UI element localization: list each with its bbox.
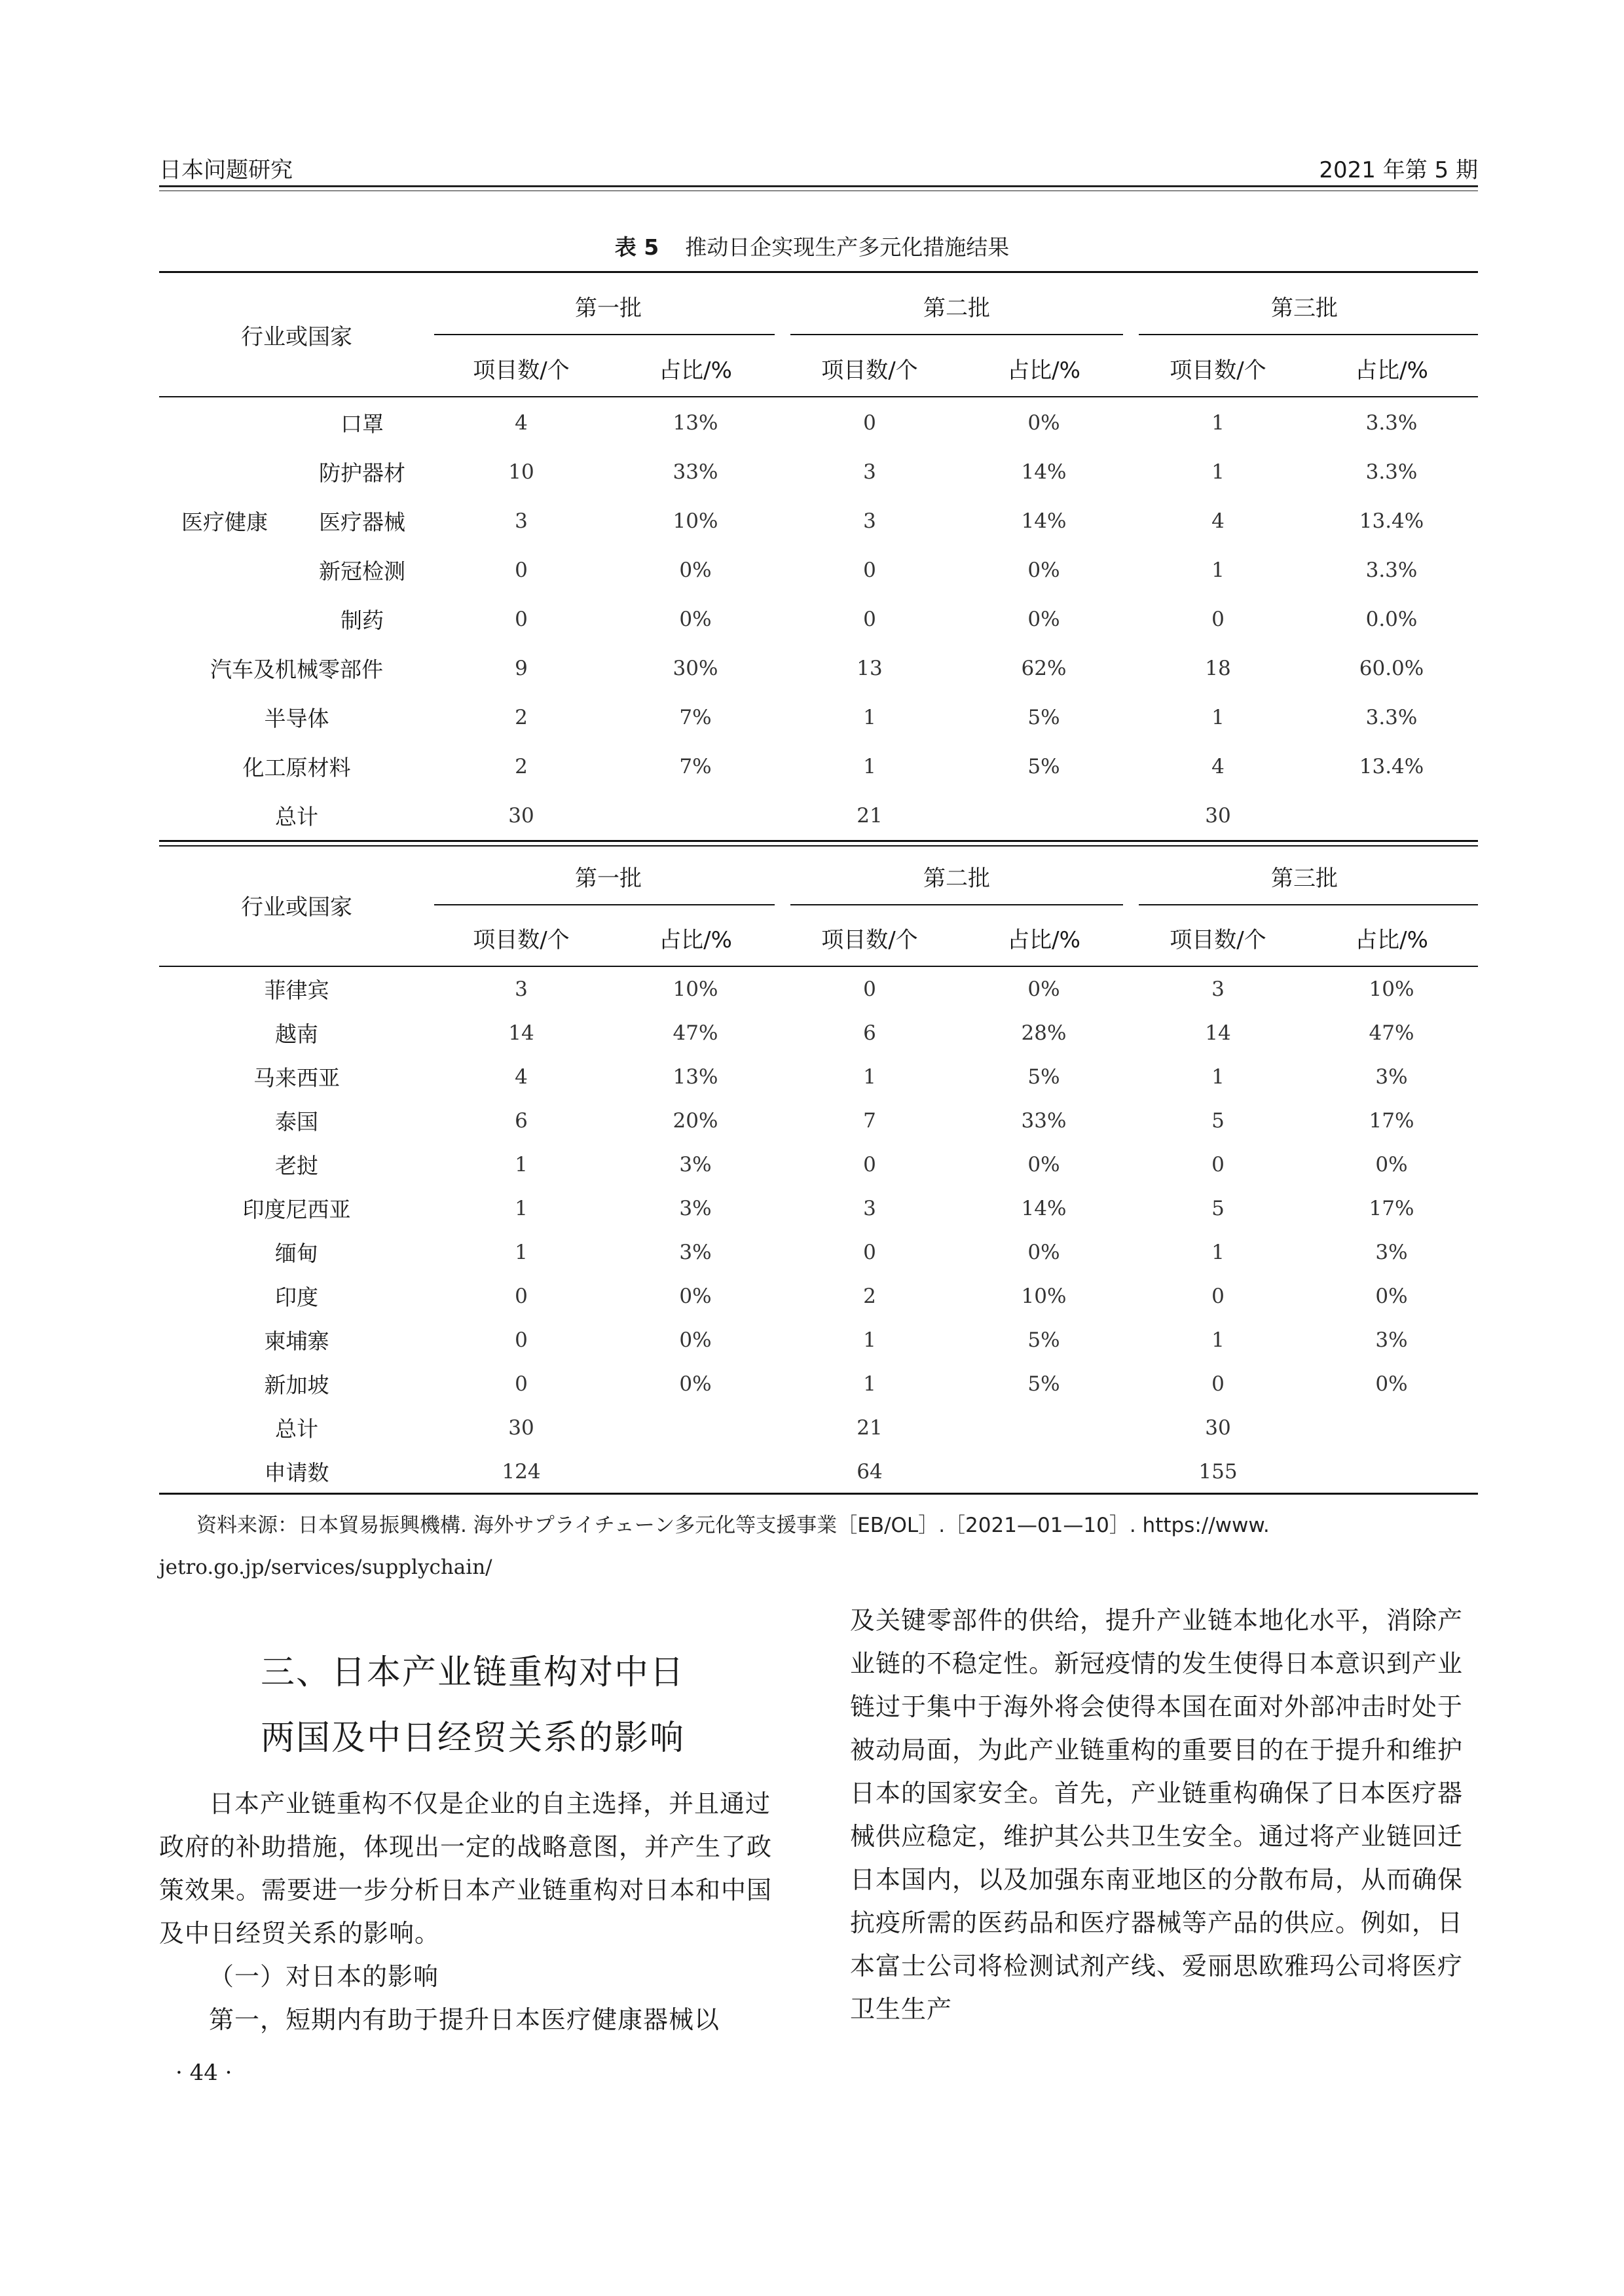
batch-2-rule [790,334,1123,335]
cell: 1 [863,1372,876,1396]
header-rule [159,185,1478,187]
section-title-line-2: 两国及中日经贸关系的影响 [260,1719,685,1758]
cell [1305,1449,1478,1493]
cell: 0% [1027,1240,1060,1264]
cell: 10 [508,460,534,484]
cell: 13.4% [1359,754,1424,778]
row-label: 总计 [275,1416,318,1442]
batch-3-header-2: 第三批 [1271,866,1338,892]
row-label: 泰国 [275,1109,318,1135]
table-row [159,1406,1478,1449]
row-label: 缅甸 [275,1241,318,1266]
cell: 0% [1027,558,1060,582]
row-label: 防护器材 [319,460,405,486]
table-row [159,398,1478,447]
cell: 7 [863,1108,876,1133]
subcol-count-3b: 项目数/个 [1170,927,1266,953]
cell: 13% [673,1065,718,1089]
cell [1305,1406,1478,1449]
cell: 1 [863,754,876,778]
cell: 7% [679,705,712,729]
cell: 3% [1375,1065,1408,1089]
cell: 30% [673,656,718,680]
cell: 0% [1027,977,1060,1001]
cell: 0 [1211,1152,1225,1176]
subcol-count-1b: 项目数/个 [473,927,570,953]
cell: 0% [679,1372,712,1396]
table-row [159,693,1478,742]
cell: 6 [515,1108,528,1133]
cell: 5% [1027,1328,1060,1352]
cell: 5 [1211,1196,1225,1220]
cell: 30 [508,1415,534,1440]
cell: 1 [1211,1328,1225,1352]
cell: 1 [863,1065,876,1089]
cell: 0% [1027,410,1060,435]
col-group-label: 行业或国家 [241,324,352,350]
cell: 5% [1027,754,1060,778]
cell: 4 [515,1065,528,1089]
cell: 47% [1369,1021,1414,1045]
cell: 17% [1369,1196,1414,1220]
row-label: 申请数 [264,1460,329,1485]
cell: 3 [863,509,876,533]
subcol-share-3b: 占比/% [1355,927,1428,953]
cell: 18 [1205,656,1231,680]
cell: 0% [1027,1152,1060,1176]
cell: 0 [863,607,876,631]
subsection-heading: （一）对日本的影响 [209,1962,439,1991]
row-label: 老挝 [275,1153,318,1178]
table-row [159,594,1478,644]
cell: 0 [863,558,876,582]
cell: 3.3% [1365,460,1418,484]
cell: 3% [679,1152,712,1176]
cell: 0% [1375,1284,1408,1308]
cell: 13 [857,656,883,680]
batch-2-header: 第二批 [923,295,990,321]
header-bottom-rule [159,396,1478,397]
table-row [159,545,1478,594]
batch-3-rule [1139,334,1478,335]
section-title-line-1: 三、日本产业链重构对中日 [260,1653,685,1692]
cell: 1 [1211,558,1225,582]
cell: 33% [1021,1108,1067,1133]
cell: 20% [673,1108,718,1133]
cell: 0.0% [1365,607,1418,631]
subcol-share-1b: 占比/% [659,927,732,953]
subcol-count-2b: 项目数/个 [821,927,918,953]
cell: 33% [673,460,718,484]
batch-2-header-2: 第二批 [923,866,990,892]
cell: 124 [502,1459,541,1484]
row-label: 越南 [275,1021,318,1047]
cell: 0 [515,1328,528,1352]
cell: 5% [1027,705,1060,729]
cell: 0% [679,607,712,631]
cell [608,1449,783,1493]
right-paragraph: 及关键零部件的供给，提升产业链本地化水平，消除产业链的不稳定性。新冠疫情的发生使得日本意识到产业链过于集中于海外将会使得本国在面对外部冲击时处于被动局面，为此产业链重构的重要目的在于提升和维护日本的国家安全。首先，产业链重构确保了日本医疗器械供应稳定，维护其公共卫生安全。通过将产业链回迁日本国内，以及加强东南亚地区的分散布局，从而确保抗疫所需的医药品和医疗器械等产品的供应。例如，日本富士公司将检测试剂产线、爱丽思欧雅玛公司将医疗卫生生产 [850,1606,1464,2024]
cell: 0 [515,558,528,582]
cell: 2 [515,705,528,729]
row-label: 口罩 [341,411,384,437]
row-label: 柬埔寨 [264,1328,329,1354]
cell: 1 [863,1328,876,1352]
cell: 4 [1211,509,1225,533]
issue-label: 2021 年第 5 期 [1319,157,1478,183]
batch-1-rule-2 [434,904,775,905]
row-label: 制药 [341,608,384,633]
cell: 14% [1021,509,1067,533]
cell: 10% [1369,977,1414,1001]
cell: 0 [515,1372,528,1396]
cell: 28% [1021,1021,1067,1045]
cell [1305,791,1478,840]
cell: 0 [515,1284,528,1308]
batch-1-rule [434,334,775,335]
cell: 3.3% [1365,705,1418,729]
cell [957,791,1131,840]
left-column [159,1782,786,2041]
group-label-medical: 医疗健康 [181,509,268,535]
row-label: 化工原材料 [242,755,351,780]
left-paragraph-1: 日本产业链重构不仅是企业的自主选择，并且通过政府的补助措施，体现出一定的战略意图，并产生了政策效果。需要进一步分析日本产业链重构对日本和中国及中日经贸关系的影响。 [159,1789,773,1948]
cell: 10% [673,977,718,1001]
cell: 0 [863,410,876,435]
cell: 62% [1021,656,1067,680]
subcol-count-1: 项目数/个 [473,357,570,384]
cell: 3% [679,1196,712,1220]
table-row [159,496,1478,545]
left-paragraph-2: 第一，短期内有助于提升日本医疗健康器械以 [209,2005,720,2034]
table-row [159,1055,1478,1099]
cell: 3% [679,1240,712,1264]
cell: 1 [1211,705,1225,729]
cell [957,1449,1131,1493]
row-label: 菲律宾 [264,977,329,1003]
table-row [159,1142,1478,1186]
cell: 1 [515,1196,528,1220]
cell: 0% [679,558,712,582]
subcol-count-3: 项目数/个 [1170,357,1266,384]
row-label: 马来西亚 [253,1065,340,1091]
cell: 13.4% [1359,509,1424,533]
cell: 3.3% [1365,558,1418,582]
table-row [159,967,1478,1011]
table-row [159,1186,1478,1230]
right-column [850,1599,1478,2031]
table-caption [0,230,1624,261]
cell: 1 [515,1240,528,1264]
table-part-country [159,967,1478,1493]
table-row [159,1274,1478,1318]
table-part-industry [159,398,1478,840]
row-label: 汽车及机械零部件 [210,657,383,682]
cell: 10% [673,509,718,533]
cell: 0% [1375,1152,1408,1176]
table-row [159,644,1478,693]
source-line-1: 资料来源：日本貿易振興機構. 海外サプライチェーン多元化等支援事業［EB/OL］.［2021—01—10］. https://www. [196,1514,1270,1537]
row-label: 新冠检测 [319,558,405,584]
cell: 3 [863,1196,876,1220]
cell: 47% [673,1021,718,1045]
cell: 1 [1211,1065,1225,1089]
cell: 0 [863,1152,876,1176]
cell: 0 [1211,1372,1225,1396]
cell [608,1406,783,1449]
subcol-count-2: 项目数/个 [821,357,918,384]
page-number: · 44 · [175,2060,232,2086]
cell: 1 [515,1152,528,1176]
cell: 30 [508,803,534,828]
row-label: 新加坡 [264,1372,329,1398]
subcol-share-2b: 占比/% [1007,927,1080,953]
cell: 3% [1375,1328,1408,1352]
cell: 2 [863,1284,876,1308]
cell: 21 [857,1415,883,1440]
table-row-total [159,791,1478,840]
batch-2-rule-2 [790,904,1123,905]
table-number: 表 5 [614,234,659,260]
col-group-label-2: 行业或国家 [241,894,352,920]
cell: 3 [863,460,876,484]
cell: 60.0% [1359,656,1424,680]
cell: 4 [1211,754,1225,778]
section-title [159,1640,786,1771]
cell: 30 [1205,803,1231,828]
cell: 2 [515,754,528,778]
cell: 0 [1211,1284,1225,1308]
cell: 21 [857,803,883,828]
row-label: 医疗器械 [319,509,405,535]
table-source [159,1504,1478,1588]
cell: 0% [679,1328,712,1352]
row-label: 总计 [275,804,318,829]
cell: 13% [673,410,718,435]
cell: 7% [679,754,712,778]
table-row [159,1362,1478,1406]
row-label: 印度尼西亚 [242,1197,351,1222]
table-row [159,742,1478,791]
cell: 3 [515,977,528,1001]
cell: 1 [1211,410,1225,435]
table-mid-rule [159,840,1478,842]
cell: 14 [508,1021,534,1045]
cell: 10% [1021,1284,1067,1308]
cell: 3 [1211,977,1225,1001]
table-top-rule [159,271,1478,273]
cell: 64 [857,1459,883,1484]
cell: 17% [1369,1108,1414,1133]
cell [957,1406,1131,1449]
table-row [159,1449,1478,1493]
cell: 3% [1375,1240,1408,1264]
cell: 14% [1021,460,1067,484]
cell: 0 [863,977,876,1001]
cell: 0% [679,1284,712,1308]
cell: 155 [1198,1459,1238,1484]
batch-1-header: 第一批 [575,295,642,321]
table-row [159,1230,1478,1274]
cell: 30 [1205,1415,1231,1440]
journal-title: 日本问题研究 [159,157,293,183]
cell: 0 [863,1240,876,1264]
cell: 14% [1021,1196,1067,1220]
cell: 0 [1211,607,1225,631]
cell: 6 [863,1021,876,1045]
cell: 5% [1027,1065,1060,1089]
cell: 3 [515,509,528,533]
row-label: 印度 [275,1285,318,1310]
table-row [159,1011,1478,1055]
cell: 4 [515,410,528,435]
cell: 1 [1211,460,1225,484]
table-row [159,1099,1478,1142]
cell [608,791,783,840]
cell: 9 [515,656,528,680]
subcol-share-1: 占比/% [659,357,732,384]
cell: 0 [515,607,528,631]
table-bottom-rule [159,1493,1478,1495]
cell: 5 [1211,1108,1225,1133]
source-line-2: jetro.go.jp/services/supplychain/ [159,1556,492,1579]
table-title: 推动日企实现生产多元化措施结果 [685,234,1010,260]
table-mid-rule-thin [159,845,1478,847]
table-row [159,447,1478,496]
cell: 14 [1205,1021,1231,1045]
subcol-share-3: 占比/% [1355,357,1428,384]
batch-3-header: 第三批 [1271,295,1338,321]
batch-3-rule-2 [1139,904,1478,905]
cell: 1 [1211,1240,1225,1264]
cell: 5% [1027,1372,1060,1396]
batch-1-header-2: 第一批 [575,866,642,892]
table-row [159,1318,1478,1362]
row-label: 半导体 [264,706,329,731]
cell: 0% [1027,607,1060,631]
cell: 0% [1375,1372,1408,1396]
cell: 1 [863,705,876,729]
subcol-share-2: 占比/% [1007,357,1080,384]
cell: 3.3% [1365,410,1418,435]
